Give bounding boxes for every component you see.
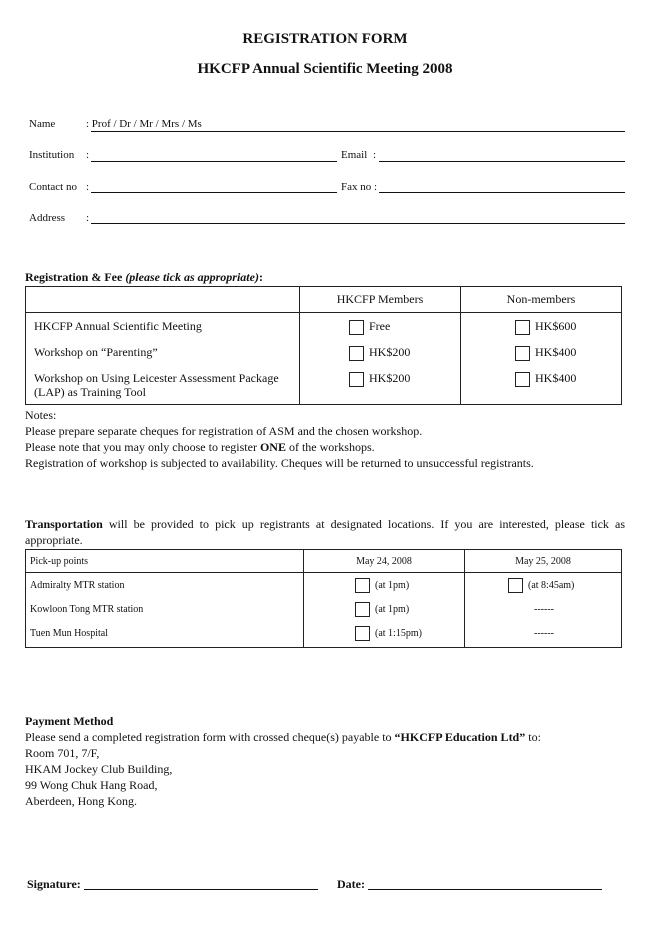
fee-option-parenting-nonmember — [515, 345, 576, 361]
tuenmun-day1-checkbox[interactable] — [355, 626, 370, 641]
notes-line-2-bold: ONE — [259, 440, 286, 454]
address-line-4: Aberdeen, Hong Kong. — [25, 794, 137, 808]
fee-nonmembers-cell — [461, 313, 622, 405]
address-colon: : — [86, 212, 90, 224]
form-title: REGISTRATION FORM — [242, 31, 408, 47]
fee-option-asm-nonmember — [515, 319, 576, 335]
notes-line-2-pre: Please note that you may only choose to register — [25, 440, 260, 454]
transport-header-day2: May 25, 2008 — [465, 550, 622, 573]
fee-header-members: HKCFP Members — [300, 287, 461, 313]
meeting-title: HKCFP Annual Scientific Meeting 2008 — [197, 61, 453, 77]
address-field[interactable] — [91, 223, 625, 224]
transport-intro-rest: will be provided to pick up registrants at designated locations. If you are interested, please tick as appropriate. — [25, 517, 625, 547]
parenting-member-fee: HK$200 — [369, 345, 411, 359]
kowloon-day1-checkbox[interactable] — [355, 602, 370, 617]
fee-item-asm: HKCFP Annual Scientific Meeting — [34, 319, 202, 333]
admiralty-day1-time: (at 1pm) — [375, 579, 410, 591]
registration-section-title — [25, 270, 263, 285]
transport-table — [25, 549, 622, 648]
fee-item-parenting: Workshop on “Parenting” — [34, 345, 158, 359]
fee-option-parenting-member — [349, 345, 410, 361]
lap-member-checkbox[interactable] — [349, 372, 364, 387]
payment-line-1 — [25, 729, 541, 745]
email-colon: : — [373, 149, 377, 161]
notes-line-2 — [25, 439, 534, 455]
fax-field[interactable] — [379, 192, 625, 193]
kowloon-day1-time: (at 1pm) — [375, 603, 410, 615]
fee-items-cell — [26, 313, 300, 405]
asm-nonmember-checkbox[interactable] — [515, 320, 530, 335]
fee-option-lap-nonmember — [515, 371, 576, 387]
registration-title-bold: Registration & Fee — [25, 270, 123, 284]
payee-name: “HKCFP Education Ltd” — [394, 730, 526, 744]
notes-heading: Notes: — [25, 408, 57, 422]
fee-item-lap: Workshop on Using Leicester Assessment Package (LAP) as Training Tool — [34, 371, 279, 399]
address-line-2: HKAM Jockey Club Building, — [25, 762, 173, 776]
fee-members-cell — [300, 313, 461, 405]
institution-colon: : — [86, 149, 90, 161]
asm-member-fee: Free — [369, 319, 391, 333]
payment-line-1-pre: Please send a completed registration form with crossed cheque(s) payable to — [25, 730, 395, 744]
signature-label: Signature: — [27, 877, 81, 891]
contact-label: Contact no — [29, 181, 77, 193]
registration-fee-table — [25, 286, 622, 405]
admiralty-day2-time: (at 8:45am) — [528, 579, 575, 591]
transport-option-kowloon-day1 — [355, 602, 409, 617]
payment-line-1-post: to: — [525, 730, 541, 744]
fax-label: Fax no : — [341, 181, 378, 193]
name-title-options: : Prof / Dr / Mr / Mrs / Ms — [86, 118, 202, 130]
date-field[interactable] — [368, 889, 602, 890]
tuenmun-day1-time: (at 1:15pm) — [375, 627, 422, 639]
transport-option-admiralty-day2 — [508, 578, 574, 593]
name-field[interactable] — [91, 131, 625, 132]
transport-day1-cell — [304, 573, 465, 648]
transport-day2-cell — [465, 573, 622, 648]
address-line-3: 99 Wong Chuk Hang Road, — [25, 778, 158, 792]
parenting-nonmember-checkbox[interactable] — [515, 346, 530, 361]
pickup-kowloon-tong: Kowloon Tong MTR station — [30, 604, 144, 615]
payment-block — [25, 713, 541, 809]
transport-intro — [25, 516, 625, 548]
pickup-admiralty: Admiralty MTR station — [30, 580, 125, 591]
name-label: Name — [29, 118, 56, 130]
lap-member-fee: HK$200 — [369, 371, 411, 385]
kowloon-day2-na: ------ — [534, 604, 554, 615]
parenting-nonmember-fee: HK$400 — [535, 345, 577, 359]
fee-header-nonmembers: Non-members — [461, 287, 622, 313]
contact-colon: : — [86, 181, 90, 193]
admiralty-day2-checkbox[interactable] — [508, 578, 523, 593]
asm-nonmember-fee: HK$600 — [535, 319, 577, 333]
fee-header-item — [26, 287, 300, 313]
email-label: Email — [341, 149, 368, 161]
notes-line-1: Please prepare separate cheques for registration of ASM and the chosen workshop. — [25, 424, 423, 438]
transport-option-admiralty-day1 — [355, 578, 409, 593]
transport-header-points: Pick-up points — [26, 550, 304, 573]
address-line-1: Room 701, 7/F, — [25, 746, 100, 760]
payment-heading: Payment Method — [25, 714, 114, 728]
institution-label: Institution — [29, 149, 75, 161]
date-label: Date: — [337, 877, 365, 891]
signature-field[interactable] — [84, 889, 318, 890]
institution-field[interactable] — [91, 161, 337, 162]
lap-nonmember-fee: HK$400 — [535, 371, 577, 385]
fee-option-asm-member — [349, 319, 390, 335]
transport-option-tuenmun-day1 — [355, 626, 422, 641]
transport-points-cell — [26, 573, 304, 648]
registration-title-italic: (please tick as appropriate) — [125, 270, 259, 284]
address-label: Address — [29, 212, 66, 224]
notes-line-2-post: of the workshops. — [285, 440, 375, 454]
registration-title-end: : — [258, 270, 263, 284]
tuenmun-day2-na: ------ — [534, 628, 554, 639]
contact-field[interactable] — [91, 192, 337, 193]
fee-option-lap-member — [349, 371, 410, 387]
notes-block — [25, 407, 534, 471]
email-field[interactable] — [379, 161, 625, 162]
asm-member-checkbox[interactable] — [349, 320, 364, 335]
transport-header-day1: May 24, 2008 — [304, 550, 465, 573]
admiralty-day1-checkbox[interactable] — [355, 578, 370, 593]
notes-line-3: Registration of workshop is subjected to availability. Cheques will be returned to unsuccessful registrants. — [25, 456, 534, 470]
parenting-member-checkbox[interactable] — [349, 346, 364, 361]
pickup-tuen-mun: Tuen Mun Hospital — [30, 628, 108, 639]
transport-intro-bold: Transportation — [25, 517, 103, 531]
lap-nonmember-checkbox[interactable] — [515, 372, 530, 387]
